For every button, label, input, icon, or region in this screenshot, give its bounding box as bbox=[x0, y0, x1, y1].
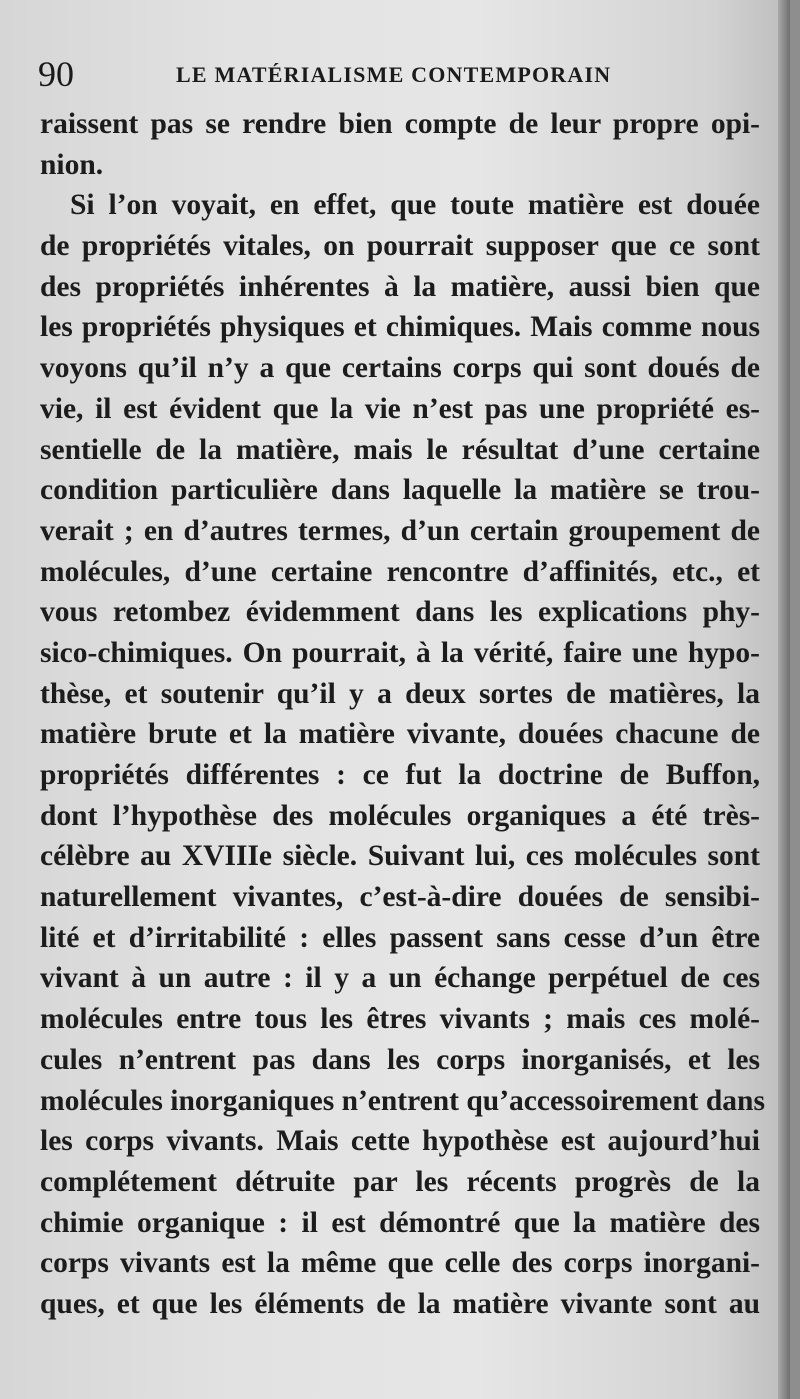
text-line: nion. bbox=[40, 148, 104, 181]
text-line: raissent pas se rendre bien compte de leur propre opi- bbox=[40, 108, 760, 140]
body-text bbox=[40, 104, 765, 1325]
text-line: dont l’hypothèse des molécules organiques a été très- bbox=[40, 799, 760, 832]
text-line: sico-chimiques. On pourrait, à la vérité, faire une hypo- bbox=[40, 636, 760, 669]
text-line: vivant à un autre : il y a un échange perpétuel de ces bbox=[40, 962, 760, 995]
text-line: molécules entre tous les êtres vivants ; mais ces molé- bbox=[40, 1003, 760, 1036]
text-line: les propriétés physiques et chimiques. Mais comme nous bbox=[40, 311, 760, 344]
text-line: corps vivants est la même que celle des corps inorgani- bbox=[40, 1247, 760, 1280]
text-line: ques, et que les éléments de la matière vivante sont au bbox=[40, 1287, 760, 1320]
text-line: verait ; en d’autres termes, d’un certain groupement de bbox=[40, 514, 760, 547]
text-line: les corps vivants. Mais cette hypothèse est aujourd’hui bbox=[40, 1125, 760, 1158]
text-line: sentielle de la matière, mais le résultat d’une certaine bbox=[40, 433, 760, 466]
text-line: propriétés différentes : ce fut la doctrine de Buffon, bbox=[40, 759, 760, 791]
text-line: voyons qu’il n’y a que certains corps qui sont doués de bbox=[40, 352, 760, 385]
text-line: molécules, d’une certaine rencontre d’affinités, etc., et bbox=[40, 555, 760, 588]
text-line: molécules inorganiques n’entrent qu’accessoirement dans bbox=[40, 1084, 765, 1117]
page-header bbox=[38, 52, 750, 96]
text-line: vous retombez évidemment dans les explications phy- bbox=[40, 596, 760, 629]
text-line: matière brute et la matière vivante, douées chacune de bbox=[40, 718, 760, 751]
text-line: de propriétés vitales, on pourrait supposer que ce sont bbox=[40, 230, 760, 263]
text-line: naturellement vivantes, c’est-à-dire douées de sensibi- bbox=[40, 881, 760, 914]
text-line: des propriétés inhérentes à la matière, aussi bien que bbox=[40, 270, 760, 303]
text-line: complétement détruite par les récents progrès de la bbox=[40, 1165, 760, 1198]
text-line: condition particulière dans laquelle la matière se trou- bbox=[40, 474, 760, 507]
text-line: vie, il est évident que la vie n’est pas une propriété es- bbox=[40, 392, 760, 425]
running-title: LE MATÉRIALISME CONTEMPORAIN bbox=[176, 62, 612, 87]
text-line: célèbre au XVIIIe siècle. Suivant lui, ces molécules sont bbox=[40, 840, 760, 873]
page-number: 90 bbox=[38, 54, 74, 94]
text-line: chimie organique : il est démontré que la matière des bbox=[40, 1206, 760, 1239]
text-line: thèse, et soutenir qu’il y a deux sortes de matières, la bbox=[40, 677, 760, 710]
page-edge-shadow bbox=[778, 0, 790, 1399]
text-line: lité et d’irritabilité : elles passent sans cesse d’un être bbox=[40, 921, 760, 954]
paragraph-start-line: Si l’on voyait, en effet, que toute matière est douée bbox=[70, 189, 760, 222]
text-line: cules n’entrent pas dans les corps inorganisés, et les bbox=[40, 1043, 760, 1076]
